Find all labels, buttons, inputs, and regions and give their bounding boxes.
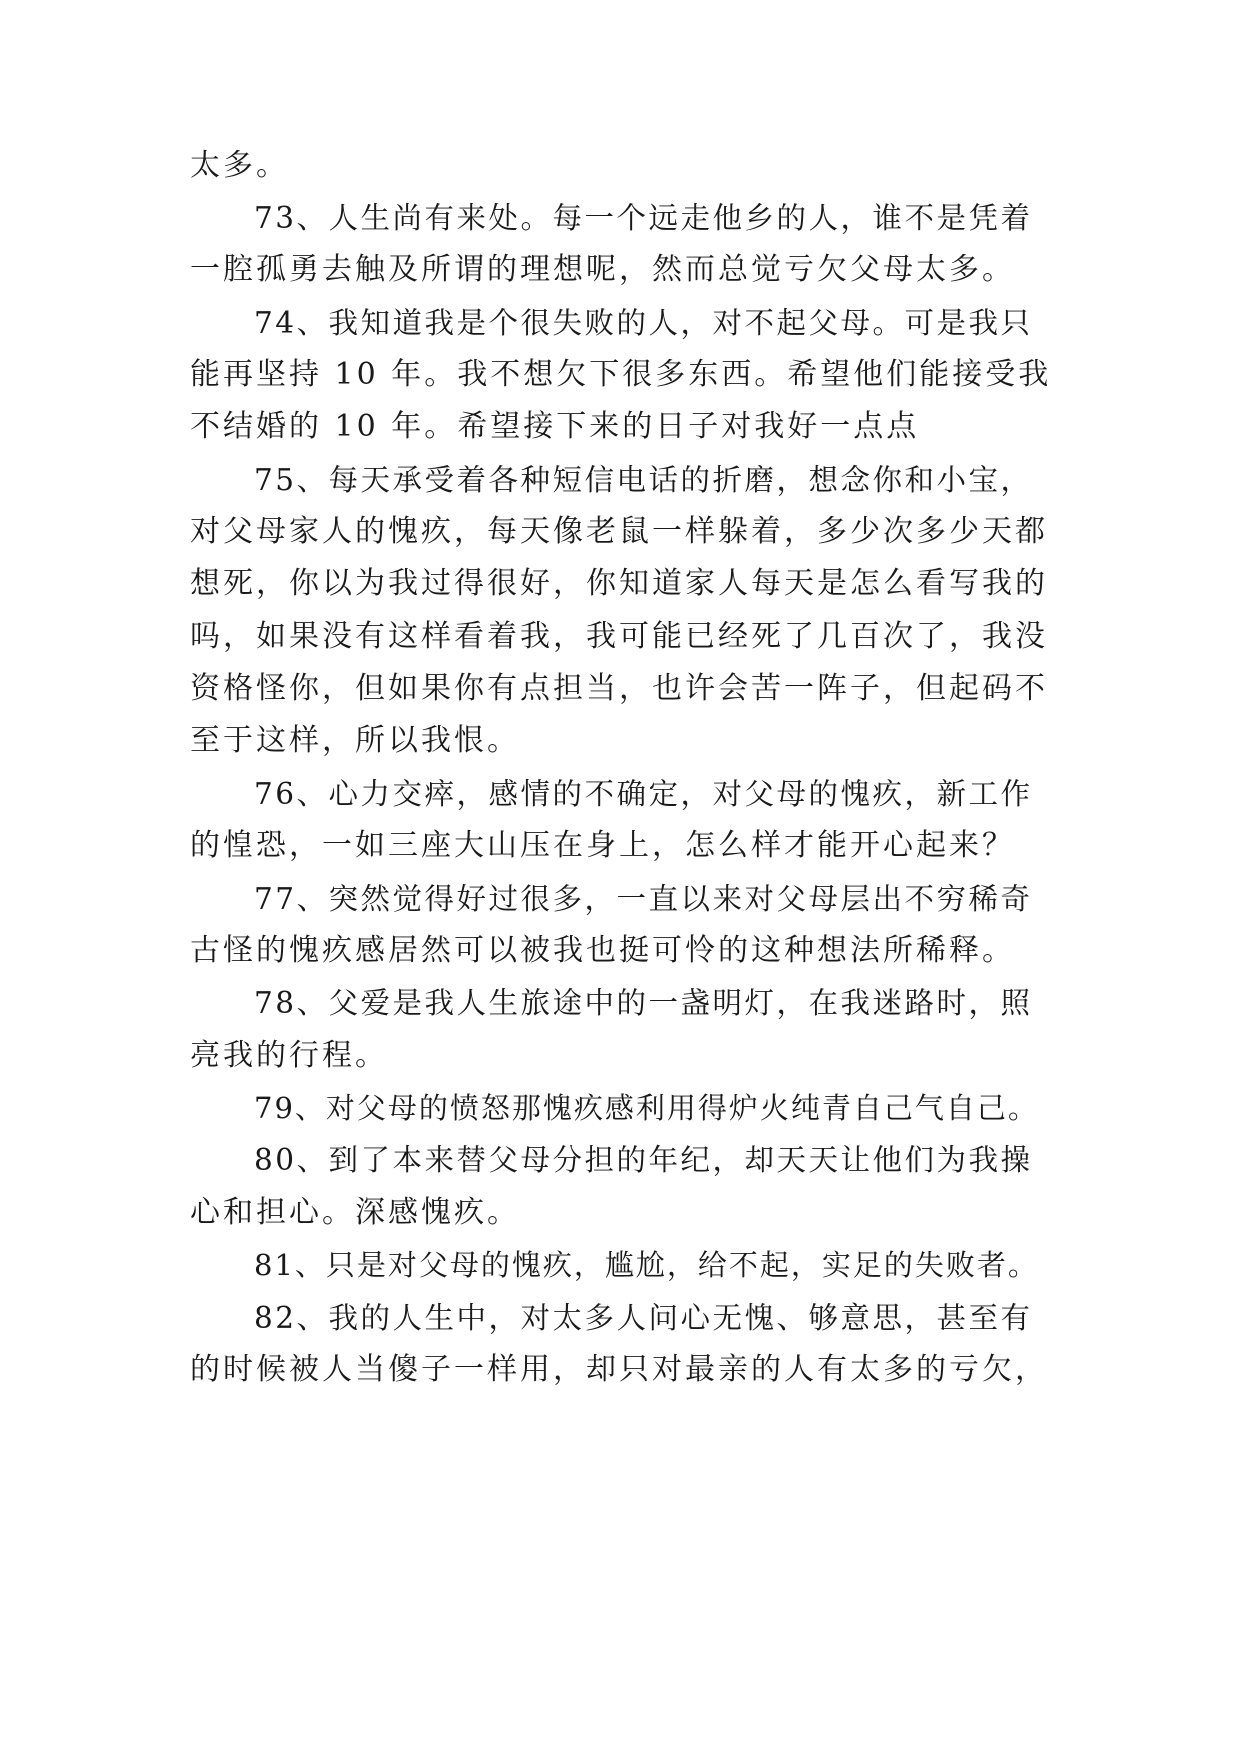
text-line: 74、我知道我是个很失败的人，对不起父母。可是我只 xyxy=(254,306,1033,340)
text-line: 亮我的行程。 xyxy=(190,1038,388,1073)
text-line: 心和担心。深感愧疚。 xyxy=(190,1195,520,1230)
text-line: 73、人生尚有来处。每一个远走他乡的人，谁不是凭着 xyxy=(254,201,1033,235)
text-line: 资格怪你，但如果你有点担当，也许会苦一阵子，但起码不 xyxy=(190,671,1048,706)
text-line: 82、我的人生中，对太多人问心无愧、够意思，甚至有 xyxy=(254,1301,1033,1335)
text-line: 对父母家人的愧疚，每天像老鼠一样躲着，多少次多少天都 xyxy=(190,514,1048,549)
text-line: 想死，你以为我过得很好，你知道家人每天是怎么看写我的 xyxy=(190,566,1048,601)
text-line: 的惶恐，一如三座大山压在身上，怎么样才能开心起来？ xyxy=(190,828,1015,863)
text-line: 75、每天承受着各种短信电话的折磨，想念你和小宝， xyxy=(254,463,1033,497)
text-line: 76、心力交瘁，感情的不确定，对父母的愧疚，新工作 xyxy=(254,777,1033,811)
text-line: 的时候被人当傻子一样用，却只对最亲的人有太多的亏欠， xyxy=(190,1352,1048,1387)
text-line: 80、到了本来替父母分担的年纪，却天天让他们为我操 xyxy=(254,1143,1033,1177)
text-line: 吗，如果没有这样看着我，我可能已经死了几百次了，我没 xyxy=(190,619,1048,654)
text-line: 78、父爱是我人生旅途中的一盏明灯，在我迷路时，照 xyxy=(254,986,1033,1020)
text-line: 81、只是对父母的愧疚，尴尬，给不起，实足的失败者。 xyxy=(254,1248,1039,1282)
text-line: 79、对父母的愤怒那愧疚感利用得炉火纯青自己气自己。 xyxy=(254,1091,1039,1125)
text-line: 太多。 xyxy=(190,148,289,183)
text-line: 古怪的愧疚感居然可以被我也挺可怜的这种想法所稀释。 xyxy=(190,933,1015,968)
text-line: 一腔孤勇去触及所谓的理想呢，然而总觉亏欠父母太多。 xyxy=(190,252,1015,287)
text-line: 能再坚持 10 年。我不想欠下很多东西。希望他们能接受我 xyxy=(190,357,1052,392)
text-line: 77、突然觉得好过很多，一直以来对父母层出不穷稀奇 xyxy=(254,882,1033,916)
text-line: 至于这样，所以我恨。 xyxy=(190,723,520,758)
text-line: 不结婚的 10 年。希望接下来的日子对我好一点点 xyxy=(190,409,920,444)
